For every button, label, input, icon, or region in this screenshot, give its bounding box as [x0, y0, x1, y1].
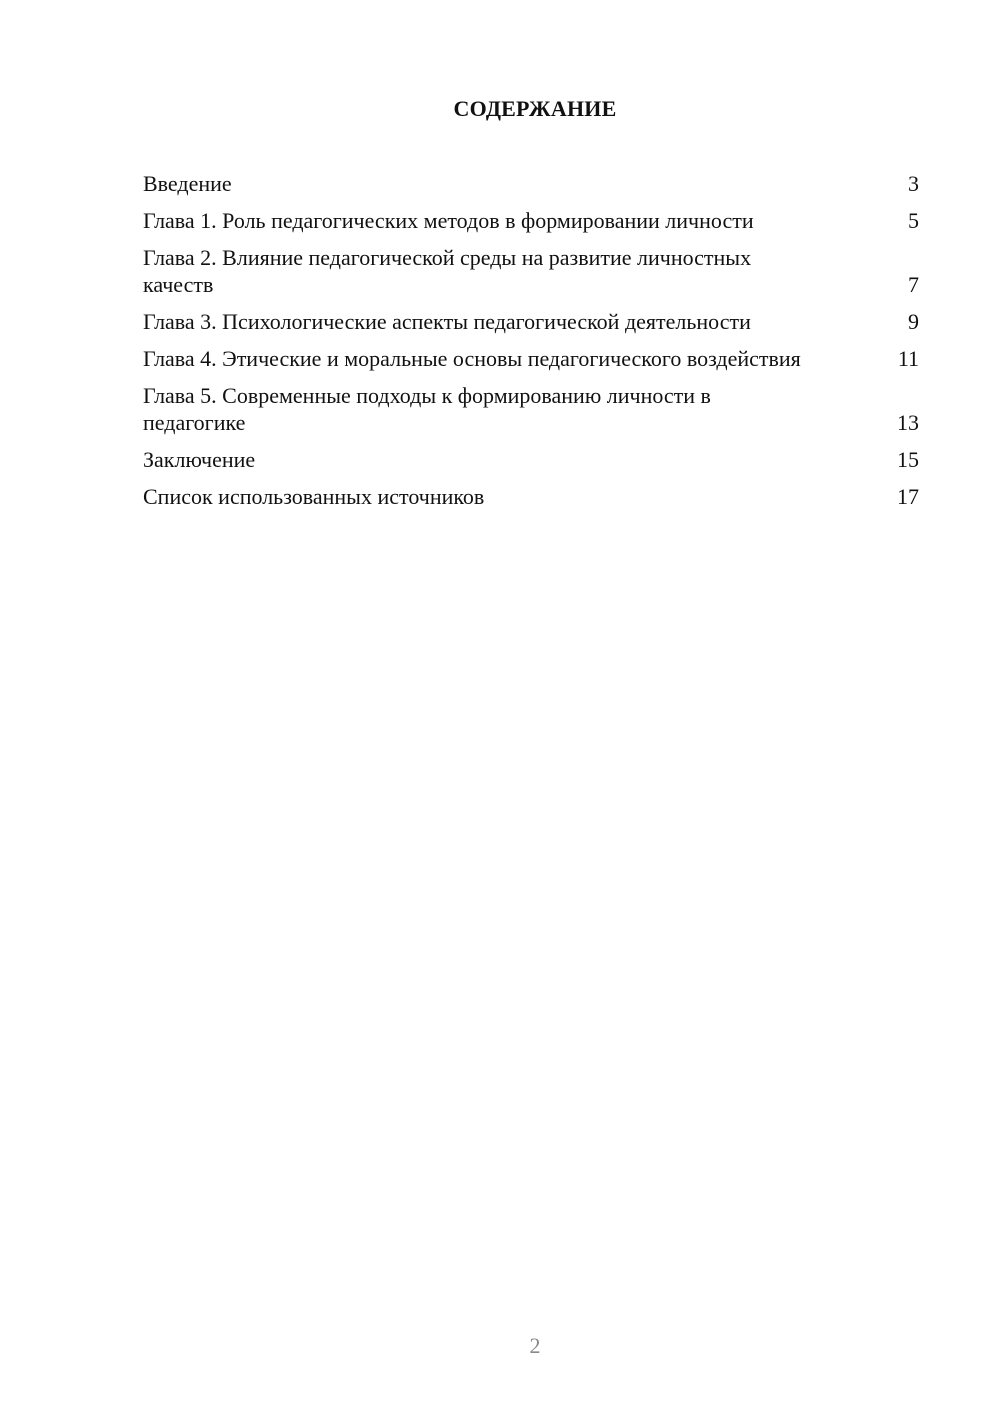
toc-entry-label: Глава 2. Влияние педагогической среды на развитие личностных качеств [143, 245, 752, 297]
toc-entry-chapter-4 [143, 345, 919, 372]
toc-entry-page: 17 [897, 484, 919, 509]
toc-title: СОДЕРЖАНИЕ [453, 96, 617, 121]
toc-entry-label: Глава 5. Современные подходы к формированию личности в педагогике [143, 383, 711, 435]
toc-entry-chapter-1 [143, 207, 919, 234]
toc-entry-references [143, 483, 919, 510]
toc-entry-chapter-5 [143, 382, 919, 436]
toc-entry-page: 5 [908, 208, 919, 233]
table-of-contents [143, 170, 919, 520]
toc-entry-label: Глава 4. Этические и моральные основы педагогического воздействия [143, 346, 801, 371]
toc-entry-chapter-3 [143, 308, 919, 335]
toc-entry-label: Введение [143, 171, 232, 196]
toc-entry-page: 7 [908, 272, 919, 297]
toc-entry-label: Список использованных источников [143, 484, 485, 509]
toc-entry-page: 11 [897, 346, 919, 371]
toc-entry-page: 3 [908, 171, 919, 196]
toc-entry-label: Глава 3. Психологические аспекты педагогической деятельности [143, 309, 751, 334]
toc-entry-page: 9 [908, 309, 919, 334]
toc-entry-page: 13 [897, 410, 919, 435]
toc-entry-label: Глава 1. Роль педагогических методов в формировании личности [143, 208, 754, 233]
toc-entry-label: Заключение [143, 447, 256, 472]
toc-entry-chapter-2 [143, 244, 919, 298]
toc-entry-page: 15 [897, 447, 919, 472]
toc-entry-conclusion [143, 446, 919, 473]
toc-entry-introduction [143, 170, 919, 197]
page-number: 2 [529, 1333, 541, 1358]
